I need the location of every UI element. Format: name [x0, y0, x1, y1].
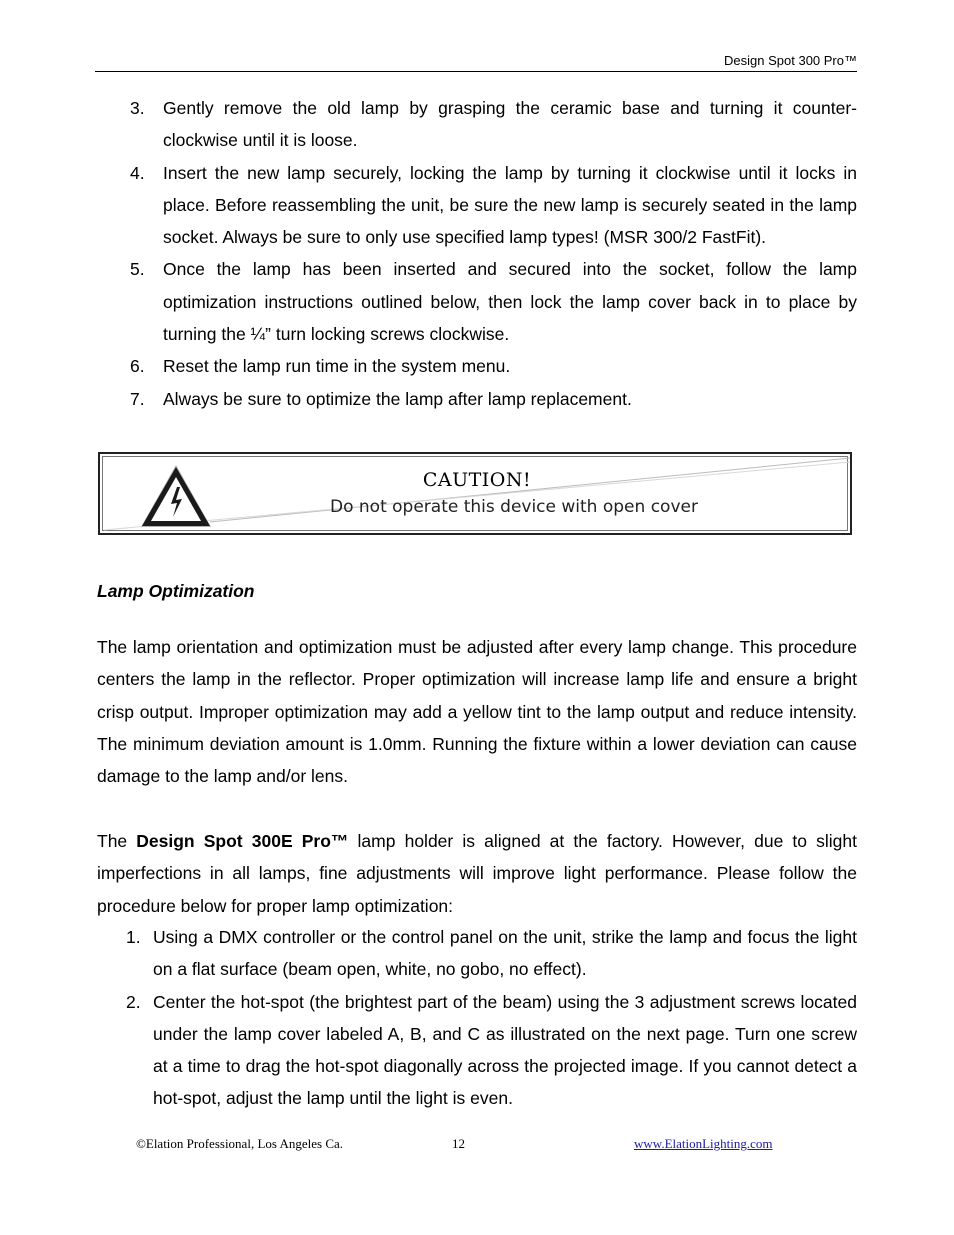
product-name: Design Spot 300E Pro™ — [136, 831, 349, 851]
list-item — [126, 921, 857, 986]
item-number: 7. — [130, 388, 145, 409]
item-number: 5. — [130, 259, 145, 280]
item-number: 2. — [126, 991, 141, 1012]
item-number: 6. — [130, 356, 145, 377]
section-heading: Lamp Optimization — [97, 581, 255, 601]
page-number: 12 — [452, 1136, 465, 1151]
item-text: Insert the new lamp securely, locking the lamp by turning it clockwise until it locks in place. Before reassembling the unit, be sure the new lamp is securely seated in the lamp socket. Always be sure to only use specified lamp types! (MSR 300/2 FastFit). — [163, 162, 857, 248]
item-text: Once the lamp has been inserted and secured into the socket, follow the lamp optimization instructions outlined below, then lock the lamp cover back in to place by turning the ¼” turn locking screws clockwise. — [163, 259, 857, 345]
optimization-intro-paragraph: The lamp orientation and optimization must be adjusted after every lamp change. This procedure centers the lamp in the reflector. Proper optimization will increase lamp life and ensure a bright crisp output. Improper optimization may add a yellow tint to the lamp output and reduce intensity. The minimum deviation amount is 1.0mm. Running the fixture within a lower deviation can cause damage to the lamp and/or lens. — [97, 637, 857, 787]
list-item — [126, 986, 857, 1115]
lamp-holder-paragraph — [97, 825, 857, 922]
para-text: The — [97, 831, 137, 851]
footer-copyright: ©Elation Professional, Los Angeles Ca. — [136, 1136, 344, 1151]
caution-text: Do not operate this device with open cover — [330, 497, 698, 517]
para-text: lamp holder is aligned at the factory. However, due to slight imperfections in all lamps, fine adjustments will improve light performance. Please follow the procedure below for proper lamp optimization: — [97, 831, 857, 916]
item-text: Gently remove the old lamp by grasping the ceramic base and turning it counter-clockwise until it is loose. — [163, 98, 857, 151]
item-number: 4. — [130, 162, 145, 183]
optimization-steps — [126, 921, 857, 1115]
item-text: Always be sure to optimize the lamp after lamp replacement. — [163, 388, 632, 409]
item-text: Reset the lamp run time in the system menu. — [163, 356, 511, 377]
item-text: Center the hot-spot (the brightest part of the beam) using the 3 adjustment screws located under the lamp cover labeled A, B, and C as illustrated on the next page. Turn one screw at a time to drag the hot-spot diagonally across the projected image. If you cannot detect a hot-spot, adjust the lamp until the light is even. — [153, 991, 857, 1109]
caution-title: CAUTION! — [422, 469, 532, 491]
item-number: 1. — [126, 927, 141, 947]
item-text: Using a DMX controller or the control panel on the unit, strike the lamp and focus the light on a flat surface (beam open, white, no gobo, no effect). — [153, 927, 857, 980]
website-link[interactable]: www.ElationLighting.com — [634, 1136, 773, 1151]
running-header: Design Spot 300 Pro™ — [724, 53, 857, 68]
item-number: 3. — [130, 98, 145, 118]
